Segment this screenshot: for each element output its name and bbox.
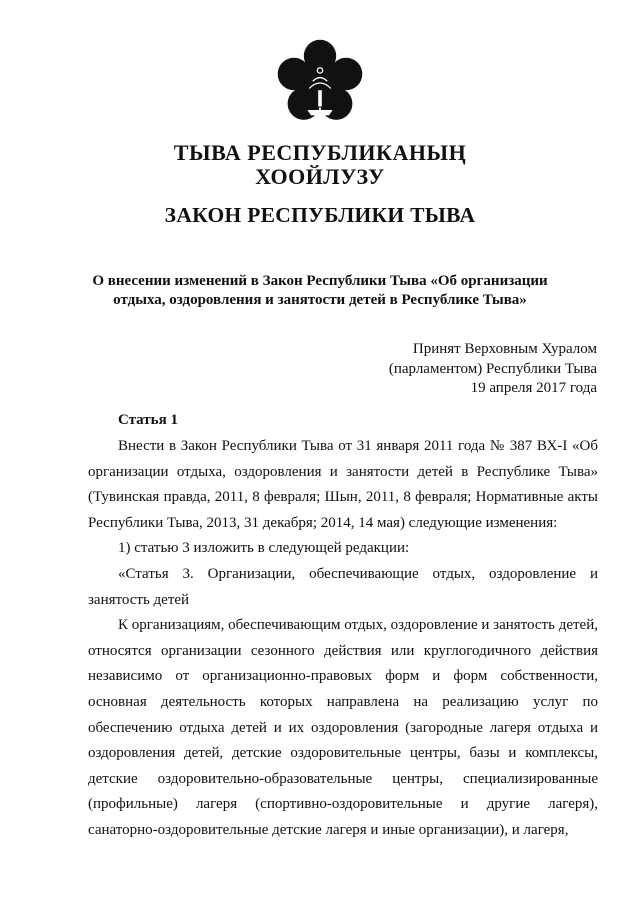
adoption-line2: (парламентом) Республики Тыва	[388, 360, 597, 377]
article-body	[88, 434, 598, 844]
paragraph: К организациям, обеспечивающим отдых, оздоровление и занятость детей, относятся организации сезонного действия или круглогодичного действия независимо от организационно-правовых форм и форм собственности, основная деятельность которых направлена на реализацию услуг по обеспечению отдыха детей и их оздоровления (загородные лагеря отдыха и оздоровления детей, детские оздоровительные центры, базы и комплексы, детские оздоровительно-образовательные центры, специализированные (профильные) лагеря (спортивно-оздоровительные и другие лагеря), санаторно-оздоровительные детские лагеря и иные организации), и лагеря,	[88, 617, 598, 838]
adoption-date: 19 апреля 2017 года	[470, 380, 597, 396]
paragraph: 1) статью 3 изложить в следующей редакции:	[118, 540, 410, 557]
adoption-note	[389, 340, 597, 399]
law-subject-line2: отдыха, оздоровления и занятости детей в Республике Тыва»	[113, 292, 527, 308]
title-russian: ЗАКОН РЕСПУБЛИКИ ТЫВА	[164, 203, 476, 227]
law-subject	[0, 272, 640, 310]
emblem-graphic	[275, 38, 365, 128]
adoption-line1: Принят Верховным Хуралом	[412, 341, 597, 357]
tuva-emblem-icon	[275, 38, 365, 128]
title-tuvan-line2: ХООЙЛУЗУ	[255, 164, 385, 189]
article-heading: Статья 1	[118, 412, 178, 428]
title-tuvan-line1: ТЫВА РЕСПУБЛИКАНЫҢ	[173, 140, 467, 165]
paragraph: «Статья 3. Организации, обеспечивающие отдых, оздоровление и занятость детей	[88, 565, 598, 608]
law-subject-line1: О внесении изменений в Закон Республики Тыва «Об организации	[92, 273, 548, 289]
paragraph: Внести в Закон Республики Тыва от 31 января 2011 года № 387 ВХ-I «Об организации отдыха, оздоровления и занятости детей в Республике Тыва» (Тувинская правда, 2011, 8 февраля; Шын, 2011, 8 февраля; Нормативные акты Республики Тыва, 2013, 31 декабря; 2014, 14 мая) следующие изменения:	[88, 438, 598, 531]
